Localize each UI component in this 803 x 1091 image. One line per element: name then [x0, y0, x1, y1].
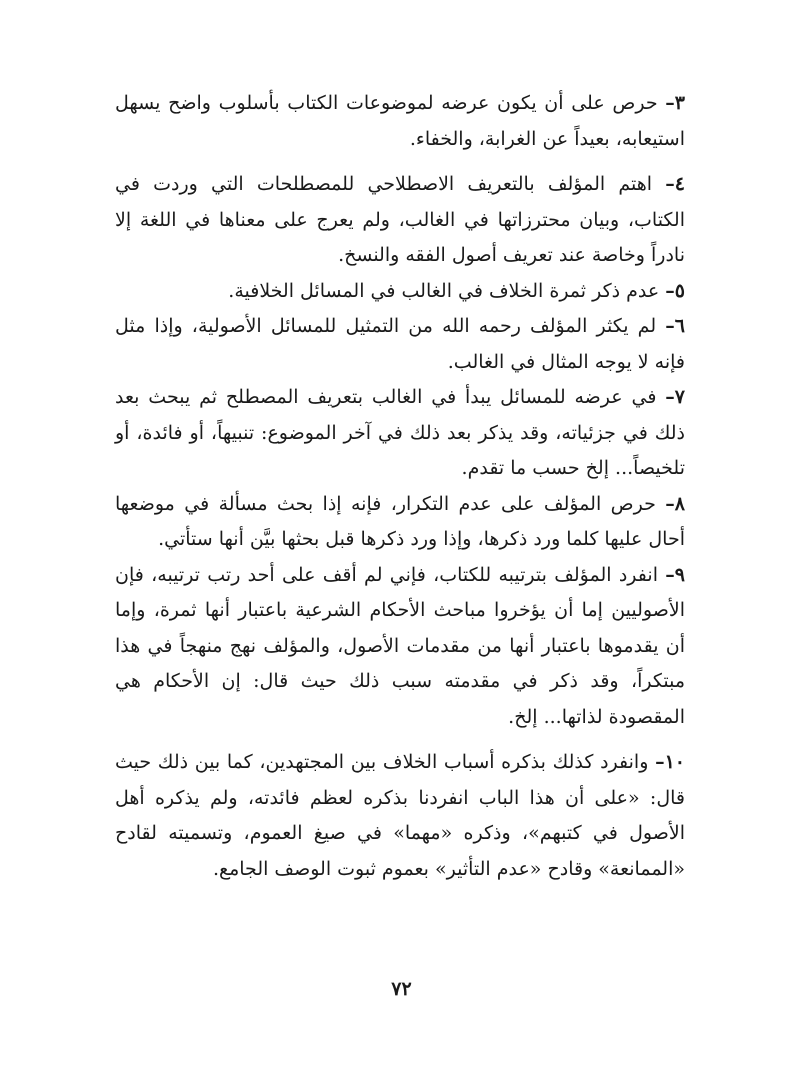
paragraph-text: انفرد المؤلف بترتيبه للكتاب، فإني لم أقف على أحد رتب ترتيبه، فإن الأصوليين إما أن يؤخروا مباحث الأحكام الشرعية باعتبار أنها ثمرة، وإما أن يقدموها باعتبار أنها من مقدمات الأصول، والمؤلف نهج منهجاً في هذا مبتكراً، وقد ذكر في مقدمته سبب ذلك حيث قال: إن الأحكام هي المقصودة لذاتها... إلخ. — [115, 563, 685, 728]
item-number: ٧– — [665, 386, 685, 408]
paragraph-text: لم يكثر المؤلف رحمه الله من التمثيل للمسائل الأصولية، وإذا مثل فإنه لا يوجه المثال في الغالب. — [115, 315, 685, 373]
item-number: ٦– — [665, 315, 685, 337]
item-number: ٨– — [665, 492, 685, 515]
page-number: ٧٢ — [391, 978, 412, 1000]
paragraph-9 — [115, 558, 685, 736]
paragraph-3 — [115, 86, 685, 157]
paragraph-text: عدم ذكر ثمرة الخلاف في الغالب في المسائل الخلافية. — [228, 279, 660, 302]
paragraph-text: في عرضه للمسائل يبدأ في الغالب بتعريف المصطلح ثم يبحث بعد ذلك في جزئياته، وقد يذكر بعد ذلك في آخر الموضوع: تنبيهاً، أو فائدة، أو تلخيصاً... إلخ حسب ما تقدم. — [115, 386, 685, 479]
paragraph-text: حرص المؤلف على عدم التكرار، فإنه إذا بحث مسألة في موضعها أحال عليها كلما ورد ذكرها، وإذا ورد ذكرها قبل بحثها بيَّن أنها ستأتي. — [115, 492, 685, 550]
paragraph-text: وانفرد كذلك بذكره أسباب الخلاف بين المجتهدين، كما بين ذلك حيث قال: «على أن هذا الباب انفردنا بذكره لعظم فائدته، ولم يذكره أهل الأصول في كتبهم»، وذكره «مهما» في صيغ العموم، وتسميته لقادح «الممانعة» وقادح «عدم التأثير» بعموم ثبوت الوصف الجامع. — [115, 751, 685, 880]
paragraph-4 — [115, 167, 685, 274]
paragraph-8 — [115, 487, 685, 558]
page-body — [115, 86, 685, 887]
paragraph-5 — [115, 274, 685, 310]
paragraph-10 — [115, 745, 685, 887]
paragraph-7 — [115, 380, 685, 487]
item-number: ٤– — [665, 173, 685, 195]
item-number: ٥– — [665, 279, 685, 302]
paragraph-6 — [115, 309, 685, 380]
item-number: ١٠– — [655, 751, 685, 773]
item-number: ٩– — [665, 563, 685, 586]
paragraph-text: حرص على أن يكون عرضه لموضوعات الكتاب بأسلوب واضح يسهل استيعابه، بعيداً عن الغرابة، والخفاء. — [115, 92, 685, 150]
item-number: ٣– — [665, 92, 686, 114]
paragraph-text: اهتم المؤلف بالتعريف الاصطلاحي للمصطلحات التي وردت في الكتاب، وبيان محترزاتها في الغالب، ولم يعرج على معناها في اللغة إلا نادراً وخاصة عند تعريف أصول الفقه والنسخ. — [115, 173, 685, 266]
